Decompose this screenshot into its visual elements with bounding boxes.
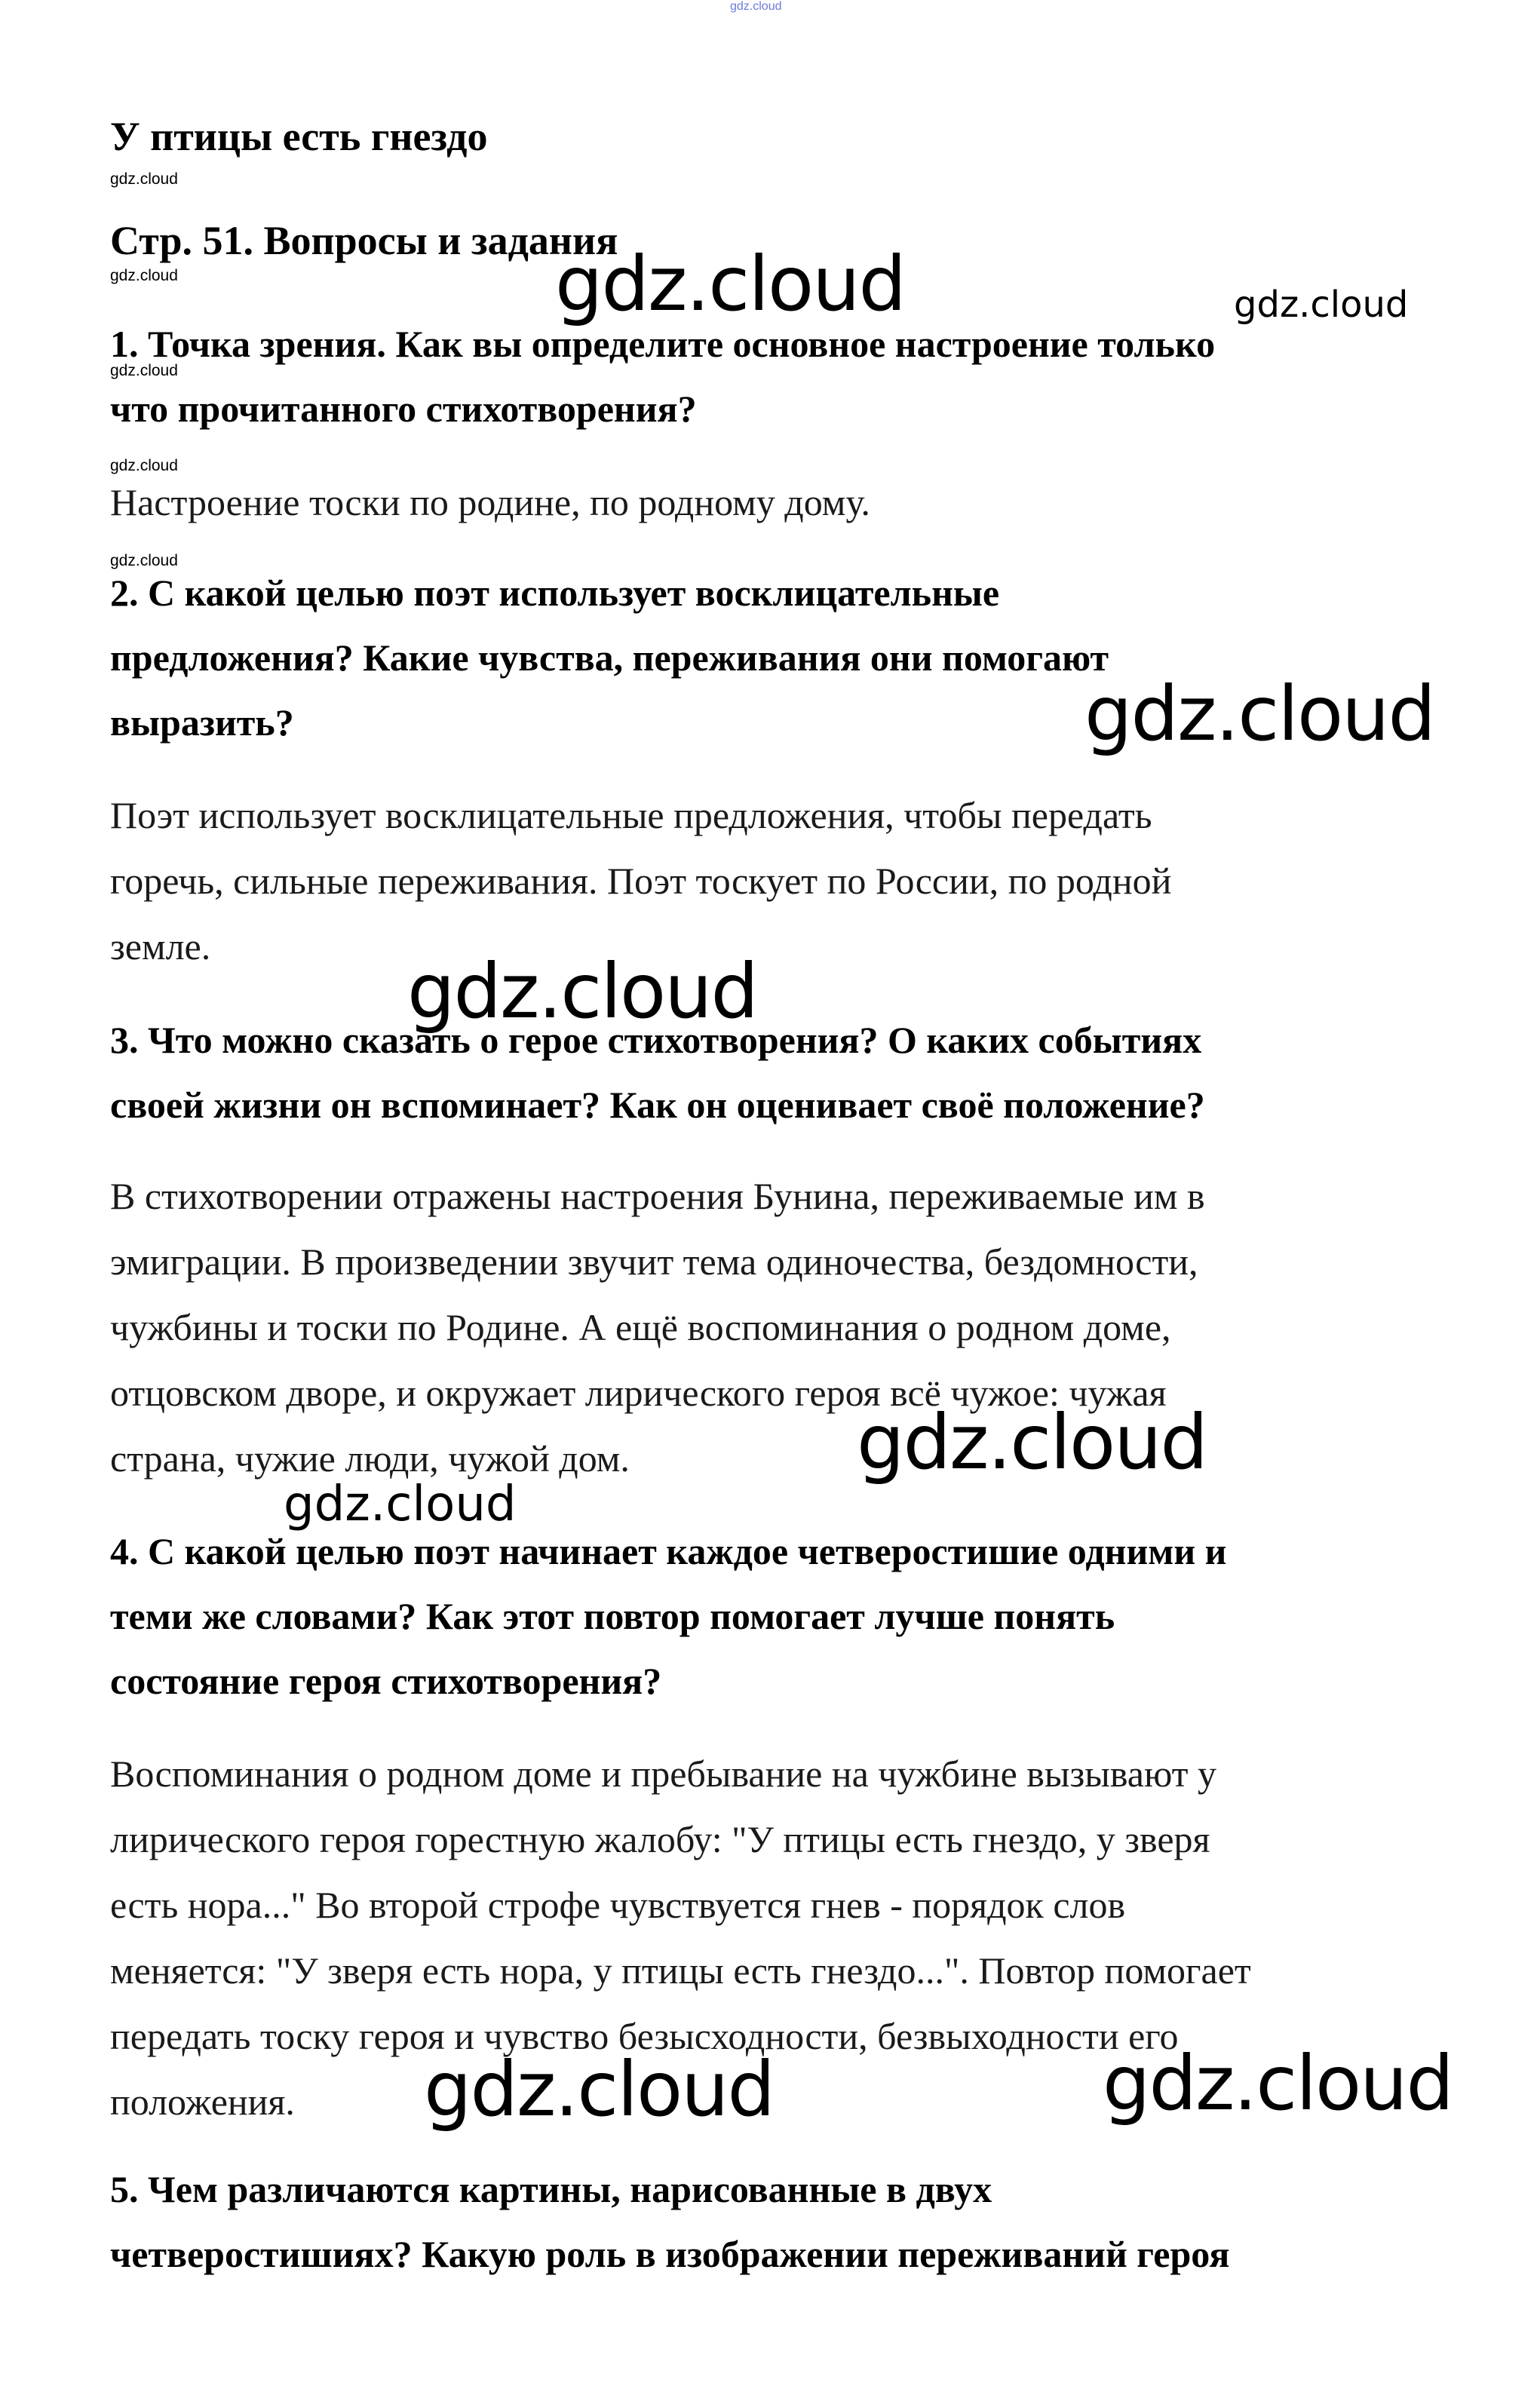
answer-line: положения. — [110, 2081, 295, 2123]
question-line: своей жизни он вспоминает? Как он оценивает своё положение? — [110, 1084, 1205, 1126]
watermark-medium: gdz.cloud — [284, 1477, 517, 1532]
watermark-small: gdz.cloud — [110, 362, 178, 379]
answer-line: чужбины и тоски по Родине. А ещё воспоминания о родном доме, — [110, 1306, 1171, 1348]
question-1 — [110, 311, 1215, 441]
question-5 — [110, 2157, 1229, 2286]
question-line: что прочитанного стихотворения? — [110, 388, 697, 430]
question-line: 3. Что можно сказать о герое стихотворения? О каких событиях — [110, 1019, 1202, 1061]
watermark-medium: gdz.cloud — [1234, 284, 1409, 326]
question-line: предложения? Какие чувства, переживания они помогают — [110, 636, 1109, 679]
question-line: состояние героя стихотворения? — [110, 1660, 662, 1702]
answer-line: горечь, сильные переживания. Поэт тоскует по России, по родной — [110, 860, 1172, 902]
answer-line: отцовском дворе, и окружает лирического героя всё чужое: чужая — [110, 1372, 1167, 1414]
question-line: 4. С какой целью поэт начинает каждое четверостишие одними и — [110, 1530, 1227, 1572]
answer-line: лирического героя горестную жалобу: "У птицы есть гнездо, у зверя — [110, 1818, 1210, 1860]
top-watermark: gdz.cloud — [730, 0, 782, 13]
watermark-small: gdz.cloud — [110, 170, 178, 188]
question-4 — [110, 1519, 1226, 1713]
question-line: теми же словами? Как этот повтор помогает лучше понять — [110, 1595, 1115, 1637]
question-line: 2. С какой целью поэт использует восклицательные — [110, 572, 1000, 614]
question-line: 1. Точка зрения. Как вы определите основное настроение только — [110, 323, 1216, 365]
answer-line: Поэт использует восклицательные предложения, чтобы передать — [110, 794, 1152, 836]
watermark-large: gdz.cloud — [555, 240, 906, 328]
question-line: четверостишиях? Какую роль в изображении переживаний героя — [110, 2233, 1230, 2275]
answer-line: меняется: "У зверя есть нора, у птицы есть гнездо...". Повтор помогает — [110, 1949, 1251, 1992]
question-line: выразить? — [110, 701, 294, 744]
section-heading: Стр. 51. Вопросы и задания — [110, 218, 618, 263]
answer-line: Воспоминания о родном доме и пребывание на чужбине вызывают у — [110, 1753, 1217, 1795]
watermark-small: gdz.cloud — [110, 267, 178, 284]
question-line: 5. Чем различаются картины, нарисованные в двух — [110, 2168, 992, 2210]
question-2 — [110, 560, 1109, 755]
page-title: У птицы есть гнездо — [110, 114, 488, 159]
watermark-large: gdz.cloud — [424, 2045, 775, 2133]
watermark-large: gdz.cloud — [1103, 2039, 1453, 2127]
answer-1 — [110, 470, 870, 535]
answer-line: земле. — [110, 925, 211, 968]
answer-line: эмиграции. В произведении звучит тема одиночества, бездомности, — [110, 1241, 1198, 1283]
answer-line: Настроение тоски по родине, по родному дому. — [110, 481, 870, 523]
watermark-small: gdz.cloud — [110, 552, 178, 569]
watermark-large: gdz.cloud — [407, 947, 758, 1035]
answer-line: страна, чужие люди, чужой дом. — [110, 1437, 630, 1480]
watermark-large: gdz.cloud — [857, 1398, 1207, 1486]
answer-line: есть нора..." Во второй строфе чувствуется гнев - порядок слов — [110, 1884, 1126, 1926]
watermark-large: gdz.cloud — [1084, 670, 1435, 758]
watermark-small: gdz.cloud — [110, 457, 178, 474]
answer-line: В стихотворении отражены настроения Бунина, переживаемые им в — [110, 1175, 1205, 1217]
answer-line: передать тоску героя и чувство безысходности, безвыходности его — [110, 2015, 1179, 2057]
